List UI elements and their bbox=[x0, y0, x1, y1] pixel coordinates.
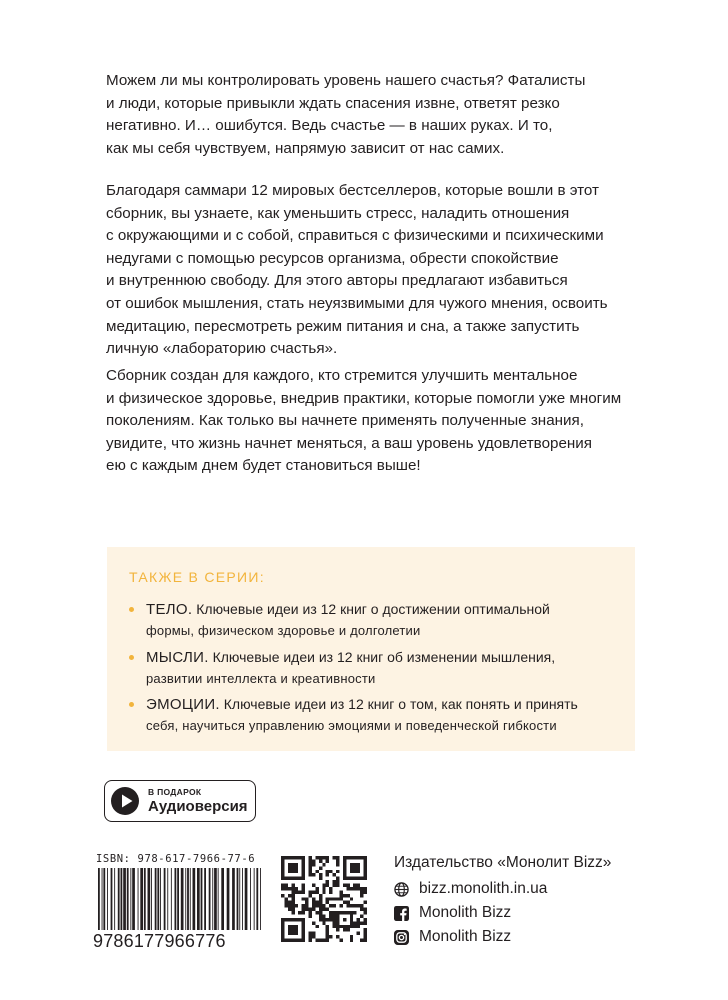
qr-module bbox=[326, 939, 329, 942]
paragraph-line: с окружающими и с собой, справиться с физическими и психическими bbox=[106, 227, 604, 245]
barcode-bar bbox=[245, 868, 248, 930]
barcode-bar bbox=[167, 868, 168, 930]
paragraph-line: и люди, которые привыкли ждать спасения извне, ответят резко bbox=[106, 94, 560, 112]
qr-module bbox=[336, 859, 339, 862]
qr-module bbox=[291, 911, 294, 914]
qr-module bbox=[281, 894, 284, 897]
barcode-bar bbox=[221, 868, 224, 930]
publisher-instagram-link[interactable]: Monolith Bizz bbox=[419, 928, 512, 945]
qr-module bbox=[288, 887, 291, 890]
qr-module bbox=[319, 911, 322, 914]
barcode-bar bbox=[111, 868, 113, 930]
qr-module bbox=[322, 908, 325, 911]
qr-module bbox=[284, 884, 287, 887]
qr-module bbox=[302, 884, 305, 887]
qr-module bbox=[322, 856, 325, 859]
barcode-bar bbox=[193, 868, 196, 930]
series-item-body bbox=[129, 599, 629, 641]
qr-module bbox=[315, 939, 318, 942]
series-item-text: Ключевые идеи из 12 книг о достижении оптимальной bbox=[192, 601, 550, 617]
qr-module bbox=[322, 904, 325, 907]
qr-module bbox=[322, 863, 325, 866]
paragraph-line: поколениям. Как только вы начнете применять полученные знания, bbox=[106, 412, 584, 430]
qr-module bbox=[353, 887, 356, 890]
barcode-bar bbox=[98, 868, 100, 930]
qr-module bbox=[343, 928, 346, 931]
qr-module bbox=[364, 935, 367, 938]
qr-module bbox=[312, 921, 315, 924]
publisher-name: Издательство «Монолит Bizz» bbox=[394, 854, 612, 871]
qr-module bbox=[305, 901, 308, 904]
paragraph-line: и физическое здоровье, внедрив практики, которые помогли уже многим bbox=[106, 389, 622, 407]
qr-module bbox=[298, 890, 301, 893]
paragraph-line: Сборник создан для каждого, кто стремится улучшить ментальное bbox=[106, 367, 578, 384]
qr-module bbox=[329, 870, 332, 873]
barcode-bar bbox=[204, 868, 206, 930]
qr-module bbox=[336, 897, 339, 900]
barcode-bar bbox=[164, 868, 166, 930]
publisher-facebook-link[interactable]: Monolith Bizz bbox=[419, 904, 512, 921]
qr-module bbox=[336, 884, 339, 887]
qr-module bbox=[315, 856, 318, 859]
qr-module bbox=[319, 897, 322, 900]
barcode-bar bbox=[118, 868, 120, 930]
qr-module bbox=[309, 859, 312, 862]
qr-module bbox=[298, 911, 301, 914]
paragraph-line: и внутреннюю свободу. Для этого авторы предлагают избавиться bbox=[106, 272, 568, 290]
qr-module bbox=[353, 904, 356, 907]
paragraph-line: как мы себя чувствуем, напрямую зависит от нас самих. bbox=[106, 139, 505, 157]
qr-module bbox=[364, 918, 367, 921]
qr-module bbox=[360, 894, 363, 897]
qr-module bbox=[319, 859, 322, 862]
qr-module bbox=[305, 897, 308, 900]
qr-module bbox=[312, 897, 315, 900]
qr-module bbox=[312, 884, 315, 887]
qr-module bbox=[353, 884, 356, 887]
qr-module bbox=[315, 887, 318, 890]
qr-module bbox=[364, 939, 367, 942]
series-title: ТАКЖЕ В СЕРИИ: bbox=[129, 569, 265, 585]
qr-module bbox=[336, 877, 339, 880]
qr-module bbox=[309, 856, 312, 859]
qr-code[interactable] bbox=[281, 856, 367, 942]
qr-module bbox=[326, 897, 329, 900]
qr-module bbox=[309, 914, 312, 917]
qr-module bbox=[353, 925, 356, 928]
qr-module bbox=[322, 939, 325, 942]
barcode-bar bbox=[197, 868, 200, 930]
qr-module bbox=[336, 870, 339, 873]
qr-module bbox=[329, 914, 332, 917]
qr-module bbox=[360, 939, 363, 942]
qr-module bbox=[312, 890, 315, 893]
qr-module bbox=[336, 880, 339, 883]
qr-module bbox=[336, 935, 339, 938]
qr-module bbox=[326, 908, 329, 911]
qr-module bbox=[326, 901, 329, 904]
barcode-bar bbox=[250, 868, 251, 930]
series-item-emotions bbox=[129, 694, 629, 736]
barcode-bar bbox=[201, 868, 203, 930]
qr-module bbox=[312, 908, 315, 911]
qr-module bbox=[333, 911, 336, 914]
qr-module bbox=[291, 901, 294, 904]
qr-module bbox=[329, 890, 332, 893]
qr-module bbox=[333, 914, 336, 917]
publisher-website-link[interactable]: bizz.monolith.in.ua bbox=[419, 880, 548, 897]
play-icon bbox=[111, 787, 139, 815]
qr-module bbox=[319, 914, 322, 917]
qr-module bbox=[360, 914, 363, 917]
qr-module bbox=[315, 870, 318, 873]
series-item-text: Ключевые идеи из 12 книг о том, как понять и принять bbox=[219, 696, 578, 712]
barcode-bar bbox=[171, 868, 172, 930]
qr-module bbox=[288, 901, 291, 904]
qr-module bbox=[329, 904, 332, 907]
barcode-bar bbox=[227, 868, 230, 930]
qr-module bbox=[305, 904, 308, 907]
barcode-bar bbox=[155, 868, 157, 930]
qr-module bbox=[326, 884, 329, 887]
barcode-bar bbox=[212, 868, 213, 930]
paragraph-line: сборник, вы узнаете, как уменьшить стресс, наладить отношения bbox=[106, 204, 570, 222]
qr-module bbox=[319, 939, 322, 942]
qr-module bbox=[326, 870, 329, 873]
qr-module bbox=[353, 911, 356, 914]
barcode-bar bbox=[177, 868, 179, 930]
qr-module bbox=[322, 890, 325, 893]
bullet-dot-icon bbox=[129, 607, 134, 612]
qr-module bbox=[360, 921, 363, 924]
qr-module bbox=[364, 921, 367, 924]
qr-module bbox=[333, 856, 336, 859]
instagram-icon bbox=[394, 930, 409, 945]
qr-module bbox=[364, 932, 367, 935]
qr-module bbox=[329, 887, 332, 890]
qr-module bbox=[302, 904, 305, 907]
globe-icon bbox=[394, 882, 409, 897]
qr-module bbox=[339, 939, 342, 942]
qr-module bbox=[346, 887, 349, 890]
qr-module bbox=[284, 904, 287, 907]
qr-module bbox=[357, 887, 360, 890]
qr-module bbox=[360, 904, 363, 907]
qr-module bbox=[343, 894, 346, 897]
qr-module bbox=[312, 859, 315, 862]
qr-module bbox=[319, 904, 322, 907]
qr-module bbox=[309, 866, 312, 869]
gift-label: В ПОДАРОК bbox=[148, 787, 202, 797]
barcode-bar bbox=[144, 868, 146, 930]
series-item-text-line2: формы, физическом здоровье и долголетии bbox=[146, 623, 421, 638]
qr-module bbox=[346, 928, 349, 931]
qr-module bbox=[357, 925, 360, 928]
qr-module bbox=[326, 873, 329, 876]
qr-module bbox=[326, 880, 329, 883]
qr-module bbox=[281, 884, 284, 887]
qr-module bbox=[309, 935, 312, 938]
qr-module bbox=[312, 873, 315, 876]
barcode-bar bbox=[181, 868, 184, 930]
qr-module bbox=[364, 928, 367, 931]
series-item-lead: ЭМОЦИИ. bbox=[146, 696, 220, 713]
qr-module bbox=[326, 935, 329, 938]
qr-module bbox=[319, 894, 322, 897]
qr-module bbox=[364, 911, 367, 914]
qr-module bbox=[319, 918, 322, 921]
qr-module bbox=[336, 928, 339, 931]
qr-module bbox=[333, 925, 336, 928]
qr-module bbox=[343, 884, 346, 887]
qr-module bbox=[312, 904, 315, 907]
qr-module bbox=[284, 897, 287, 900]
qr-module bbox=[364, 908, 367, 911]
qr-module bbox=[291, 894, 294, 897]
series-item-mind bbox=[129, 647, 629, 689]
qr-module bbox=[350, 935, 353, 938]
qr-module bbox=[350, 904, 353, 907]
barcode-bar bbox=[107, 868, 108, 930]
qr-module bbox=[319, 866, 322, 869]
qr-module bbox=[312, 935, 315, 938]
barcode-bar bbox=[151, 868, 152, 930]
qr-module bbox=[326, 856, 329, 859]
bullet-dot-icon bbox=[129, 702, 134, 707]
series-item-text-line2: себя, научиться управлению эмоциями и поведенческой гибкости bbox=[146, 718, 557, 733]
paragraph-line: медитацию, пересмотреть режим питания и сна, а также запустить bbox=[106, 317, 580, 335]
qr-module bbox=[357, 918, 360, 921]
qr-module bbox=[326, 918, 329, 921]
barcode-bar bbox=[114, 868, 115, 930]
barcode-bar bbox=[102, 868, 103, 930]
series-item-text-line2: развитии интеллекта и креативности bbox=[146, 671, 376, 686]
qr-module bbox=[333, 897, 336, 900]
qr-module bbox=[329, 935, 332, 938]
qr-module bbox=[322, 921, 325, 924]
qr-module bbox=[357, 932, 360, 935]
barcode-bar bbox=[175, 868, 177, 930]
qr-module bbox=[333, 884, 336, 887]
barcode-bar bbox=[127, 868, 129, 930]
qr-module bbox=[357, 884, 360, 887]
qr-module bbox=[302, 911, 305, 914]
qr-module bbox=[309, 890, 312, 893]
qr-module bbox=[329, 911, 332, 914]
qr-module bbox=[315, 911, 318, 914]
qr-module bbox=[309, 908, 312, 911]
qr-module bbox=[364, 901, 367, 904]
qr-module bbox=[319, 873, 322, 876]
paragraph-line: от ошибок мышления, стать неуязвимыми для чужого мнения, освоить bbox=[106, 294, 608, 312]
qr-module bbox=[329, 897, 332, 900]
qr-module bbox=[360, 908, 363, 911]
series-item-lead: ТЕЛО. bbox=[146, 601, 193, 618]
qr-module bbox=[319, 908, 322, 911]
qr-module bbox=[319, 856, 322, 859]
barcode-bar bbox=[239, 868, 240, 930]
barcode-bar bbox=[103, 868, 105, 930]
qr-module bbox=[339, 894, 342, 897]
paragraph-line: недугами с помощью ресурсов организма, обрести спокойствие bbox=[106, 249, 559, 267]
series-item-lead: МЫСЛИ. bbox=[146, 649, 209, 666]
qr-module bbox=[291, 904, 294, 907]
qr-module bbox=[288, 904, 291, 907]
qr-module bbox=[333, 880, 336, 883]
audio-label: Аудиоверсия bbox=[148, 798, 248, 815]
audio-version-badge[interactable] bbox=[104, 780, 256, 822]
paragraph-line: Можем ли мы контролировать уровень нашего счастья? Фаталисты bbox=[106, 72, 586, 89]
qr-module bbox=[336, 863, 339, 866]
qr-module bbox=[309, 932, 312, 935]
qr-module bbox=[319, 877, 322, 880]
qr-module bbox=[281, 887, 284, 890]
series-box bbox=[107, 547, 635, 751]
qr-module bbox=[322, 918, 325, 921]
barcode-bar bbox=[140, 868, 143, 930]
barcode-bar bbox=[232, 868, 235, 930]
qr-module bbox=[326, 925, 329, 928]
barcode-bar bbox=[157, 868, 159, 930]
qr-module bbox=[309, 894, 312, 897]
qr-finder bbox=[288, 925, 298, 935]
qr-module bbox=[291, 890, 294, 893]
qr-module bbox=[326, 932, 329, 935]
qr-module bbox=[284, 901, 287, 904]
qr-finder bbox=[288, 863, 298, 873]
barcode-bar bbox=[123, 868, 126, 930]
isbn-label: ISBN: 978-617-7966-77-6 bbox=[96, 853, 256, 865]
qr-module bbox=[346, 901, 349, 904]
barcode-bar bbox=[148, 868, 151, 930]
qr-module bbox=[346, 894, 349, 897]
barcode-bar bbox=[218, 868, 219, 930]
qr-module bbox=[312, 932, 315, 935]
qr-module bbox=[350, 939, 353, 942]
qr-module bbox=[333, 904, 336, 907]
qr-module bbox=[322, 914, 325, 917]
qr-module bbox=[357, 921, 360, 924]
qr-module bbox=[360, 887, 363, 890]
qr-module bbox=[333, 918, 336, 921]
qr-module bbox=[322, 884, 325, 887]
barcode-bar bbox=[209, 868, 211, 930]
description-paragraph-3 bbox=[106, 365, 646, 478]
barcode-bar bbox=[242, 868, 243, 930]
qr-module bbox=[309, 939, 312, 942]
qr-module bbox=[315, 904, 318, 907]
qr-module bbox=[315, 890, 318, 893]
paragraph-line: негативно. И… ошибутся. Ведь счастье — в наших руках. И то, bbox=[106, 117, 553, 135]
qr-module bbox=[319, 901, 322, 904]
qr-module bbox=[309, 911, 312, 914]
qr-module bbox=[350, 887, 353, 890]
barcode bbox=[96, 868, 264, 930]
qr-module bbox=[360, 890, 363, 893]
qr-module bbox=[291, 897, 294, 900]
qr-module bbox=[291, 884, 294, 887]
qr-module bbox=[339, 897, 342, 900]
qr-module bbox=[326, 928, 329, 931]
qr-module bbox=[302, 887, 305, 890]
qr-module bbox=[291, 887, 294, 890]
barcode-bar bbox=[121, 868, 123, 930]
qr-module bbox=[295, 887, 298, 890]
barcode-bar bbox=[185, 868, 186, 930]
qr-module bbox=[305, 908, 308, 911]
qr-module bbox=[339, 890, 342, 893]
qr-module bbox=[302, 908, 305, 911]
barcode-bar bbox=[214, 868, 217, 930]
qr-module bbox=[288, 908, 291, 911]
qr-module bbox=[302, 897, 305, 900]
qr-module bbox=[295, 890, 298, 893]
description-paragraph-2 bbox=[106, 180, 646, 361]
qr-module bbox=[357, 904, 360, 907]
barcode-bar bbox=[254, 868, 255, 930]
paragraph-line: Благодаря саммари 12 мировых бестселлеров, которые вошли в этот bbox=[106, 182, 599, 199]
qr-module bbox=[364, 887, 367, 890]
qr-module bbox=[309, 870, 312, 873]
paragraph-line: личную «лабораторию счастья». bbox=[106, 340, 338, 358]
qr-module bbox=[322, 887, 325, 890]
qr-module bbox=[302, 890, 305, 893]
qr-finder bbox=[350, 863, 360, 873]
qr-module bbox=[329, 918, 332, 921]
facebook-icon bbox=[394, 906, 409, 921]
barcode-digits: 9786177966776 bbox=[93, 931, 226, 951]
barcode-bar bbox=[130, 868, 131, 930]
barcode-bar bbox=[132, 868, 135, 930]
qr-module bbox=[326, 859, 329, 862]
bullet-dot-icon bbox=[129, 655, 134, 660]
qr-align bbox=[343, 918, 346, 921]
qr-module bbox=[291, 908, 294, 911]
qr-module bbox=[336, 856, 339, 859]
qr-module bbox=[364, 890, 367, 893]
barcode-bar bbox=[138, 868, 139, 930]
qr-module bbox=[315, 925, 318, 928]
barcode-bar bbox=[260, 868, 261, 930]
qr-module bbox=[346, 904, 349, 907]
paragraph-line: увидите, что жизнь начнет меняться, а ваш уровень удовлетворения bbox=[106, 434, 592, 452]
paragraph-line: ею с каждым днем будет становиться выше! bbox=[106, 457, 421, 475]
qr-module bbox=[353, 921, 356, 924]
barcode-bar bbox=[237, 868, 239, 930]
qr-module bbox=[343, 901, 346, 904]
qr-module bbox=[284, 887, 287, 890]
qr-module bbox=[333, 873, 336, 876]
barcode-bar bbox=[256, 868, 258, 930]
qr-module bbox=[295, 904, 298, 907]
qr-module bbox=[350, 897, 353, 900]
barcode-bar bbox=[187, 868, 189, 930]
qr-module bbox=[333, 921, 336, 924]
qr-module bbox=[339, 904, 342, 907]
barcode-bar bbox=[160, 868, 161, 930]
qr-module bbox=[346, 884, 349, 887]
qr-module bbox=[315, 901, 318, 904]
qr-module bbox=[312, 901, 315, 904]
qr-module bbox=[309, 873, 312, 876]
qr-module bbox=[312, 863, 315, 866]
description-paragraph-1 bbox=[106, 70, 646, 160]
qr-module bbox=[288, 894, 291, 897]
series-item-text: Ключевые идеи из 12 книг об изменении мышления, bbox=[208, 649, 556, 665]
barcode-bar bbox=[190, 868, 191, 930]
qr-module bbox=[309, 863, 312, 866]
